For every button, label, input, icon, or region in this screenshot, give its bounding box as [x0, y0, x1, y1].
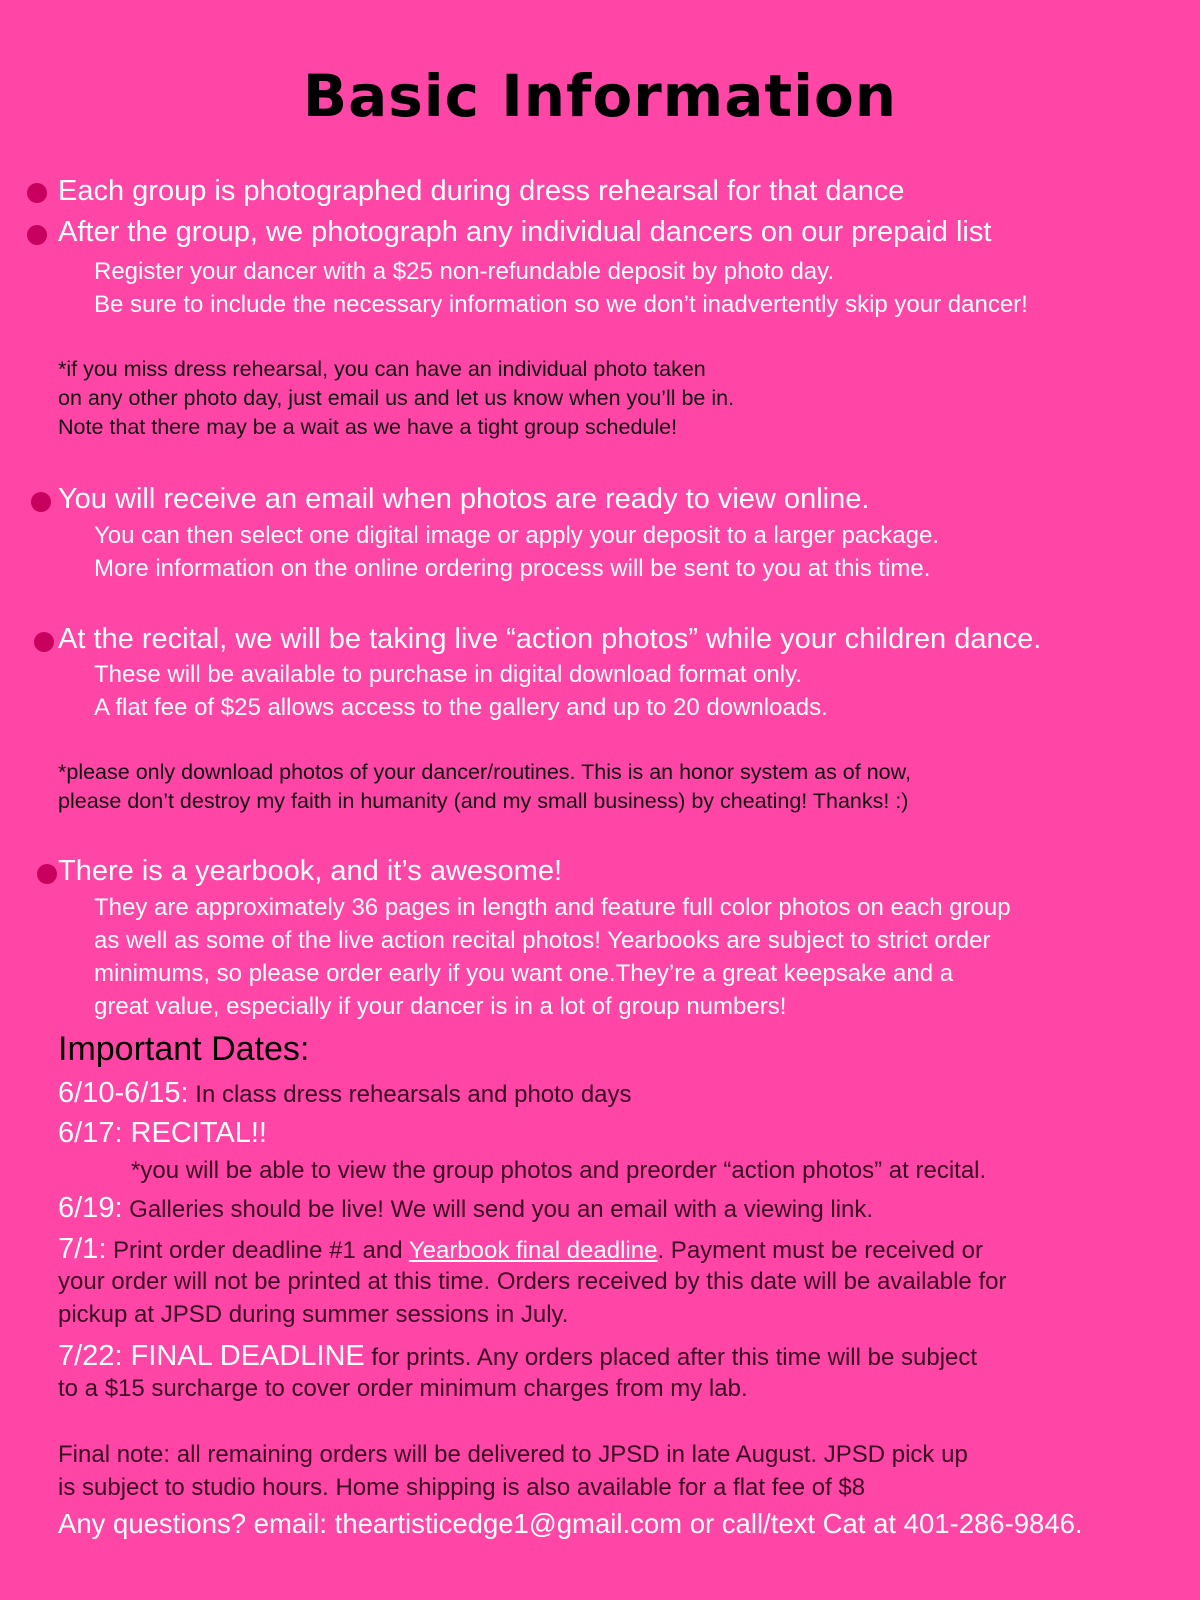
bullet-dot-icon [34, 632, 54, 652]
important-dates-heading: Important Dates: [58, 1030, 310, 1068]
bullet-detail: great value, especially if your dancer is in a lot of group numbers! [94, 993, 787, 1020]
bullet-detail: as well as some of the live action recital photos! Yearbooks are subject to strict order [94, 927, 991, 954]
date-text: Print order deadline #1 and [106, 1237, 409, 1264]
bullet-heading: At the recital, we will be taking live “action photos” while your children dance. [58, 623, 1042, 655]
bullet-detail: minimums, so please order early if you want one.They’re a great keepsake and a [94, 960, 954, 987]
bullet-heading: You will receive an email when photos are ready to view online. [58, 483, 870, 515]
date-row [58, 1340, 977, 1373]
missed-rehearsal-note: *if you miss dress rehearsal, you can have an individual photo taken [58, 357, 706, 381]
bullet-detail: These will be available to purchase in digital download format only. [94, 661, 802, 688]
bullet-detail: A flat fee of $25 allows access to the gallery and up to 20 downloads. [94, 694, 828, 721]
bullet-dot-icon [27, 183, 47, 203]
date-row [58, 1077, 632, 1110]
final-note: is subject to studio hours. Home shipping is also available for a flat fee of $8 [58, 1474, 866, 1501]
bullet-detail: More information on the online ordering process will be sent to you at this time. [94, 555, 931, 582]
date-text: In class dress rehearsals and photo days [188, 1081, 632, 1108]
bullet-detail: Be sure to include the necessary information so we don’t inadvertently skip your dancer! [94, 291, 1028, 318]
bullet-dot-icon [27, 225, 47, 245]
date-row [58, 1233, 983, 1266]
bullet-heading: After the group, we photograph any individual dancers on our prepaid list [58, 216, 992, 248]
date-label: 6/17: RECITAL!! [58, 1117, 267, 1149]
date-detail: to a $15 surcharge to cover order minimum charges from my lab. [58, 1375, 748, 1402]
date-text: Galleries should be live! We will send you an email with a viewing link. [122, 1196, 874, 1223]
final-note: Final note: all remaining orders will be delivered to JPSD in late August. JPSD pick up [58, 1441, 968, 1468]
honor-system-note: *please only download photos of your dancer/routines. This is an honor system as of now, [58, 760, 911, 784]
date-row [58, 1192, 873, 1225]
date-text: for prints. Any orders placed after this time will be subject [364, 1344, 978, 1371]
bullet-dot-icon [31, 492, 51, 512]
missed-rehearsal-note: Note that there may be a wait as we have a tight group schedule! [58, 415, 678, 439]
bullet-heading: Each group is photographed during dress rehearsal for that dance [58, 175, 905, 207]
date-detail: pickup at JPSD during summer sessions in July. [58, 1301, 569, 1328]
date-detail: your order will not be printed at this time. Orders received by this date will be available for [58, 1268, 1007, 1295]
yearbook-deadline-link: Yearbook final deadline [408, 1237, 658, 1264]
recital-note: *you will be able to view the group photos and preorder “action photos” at recital. [131, 1157, 987, 1184]
bullet-dot-icon [37, 864, 57, 884]
date-label: 7/22: FINAL DEADLINE [58, 1340, 365, 1372]
bullet-detail: They are approximately 36 pages in length and feature full color photos on each group [94, 894, 1011, 921]
page-title: Basic Information [302, 62, 898, 130]
date-label: 7/1: [58, 1233, 107, 1265]
bullet-heading: There is a yearbook, and it’s awesome! [58, 855, 563, 887]
date-text: . Payment must be received or [657, 1237, 983, 1264]
bullet-detail: You can then select one digital image or apply your deposit to a larger package. [94, 522, 939, 549]
honor-system-note: please don’t destroy my faith in humanity (and my small business) by cheating! Thanks! :) [58, 789, 909, 813]
missed-rehearsal-note: on any other photo day, just email us and let us know when you’ll be in. [58, 386, 735, 410]
date-row [58, 1117, 267, 1150]
date-label: 6/10-6/15: [58, 1077, 189, 1109]
bullet-detail: Register your dancer with a $25 non-refundable deposit by photo day. [94, 258, 835, 285]
date-label: 6/19: [58, 1192, 123, 1224]
contact-info: Any questions? email: theartisticedge1@gmail.com or call/text Cat at 401-286-9846. [58, 1508, 1083, 1539]
